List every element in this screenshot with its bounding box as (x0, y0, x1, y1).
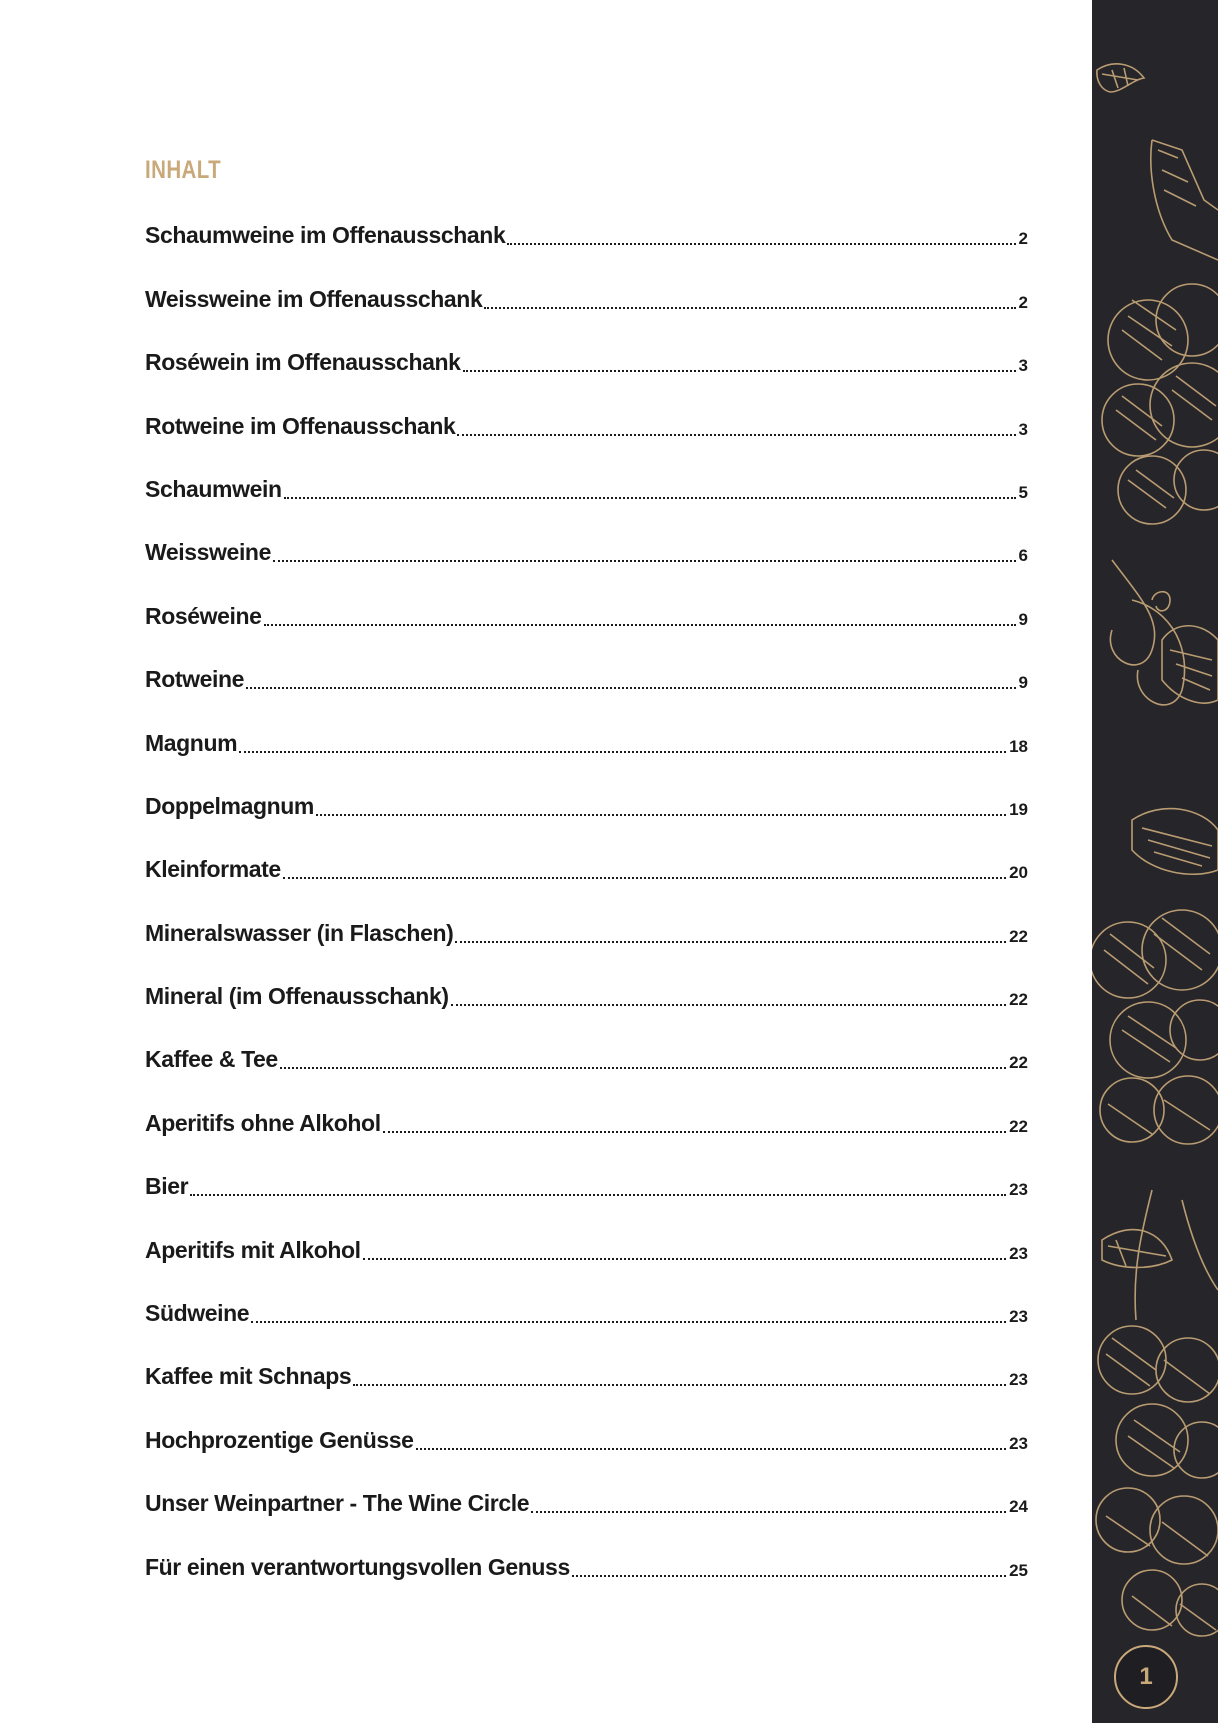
toc-entry-label: Bier (145, 1173, 189, 1200)
toc-entry-page-number: 22 (1009, 990, 1028, 1010)
toc-entry-label: Schaumwein (145, 475, 282, 502)
toc-entry-label: Südweine (145, 1300, 250, 1327)
toc-entry-page-number: 18 (1009, 736, 1028, 756)
toc-entry (145, 967, 1028, 1030)
toc-entry (145, 650, 1028, 713)
toc-entry (145, 586, 1028, 649)
dot-leader (264, 624, 1016, 626)
dot-leader (457, 434, 1015, 436)
toc-entry-page-number: 23 (1009, 1307, 1028, 1327)
toc-entry-page-number: 25 (1009, 1560, 1028, 1580)
toc-entry-label: Kaffee mit Schnaps (145, 1363, 352, 1390)
dot-leader (280, 1067, 1006, 1069)
dot-leader (455, 941, 1006, 943)
toc-entry-page-number: 6 (1018, 546, 1028, 566)
toc-entry (145, 1537, 1028, 1600)
toc-entry (145, 523, 1028, 586)
toc-list (145, 206, 1028, 1601)
toc-entry (145, 777, 1028, 840)
dot-leader (239, 751, 1006, 753)
toc-entry (145, 713, 1028, 776)
dot-leader (353, 1384, 1006, 1386)
toc-entry-page-number: 22 (1009, 1053, 1028, 1073)
toc-entry-label: Kaffee & Tee (145, 1046, 278, 1073)
dot-leader (316, 814, 1006, 816)
dot-leader (572, 1575, 1006, 1577)
toc-entry (145, 1284, 1028, 1347)
toc-entry-label: Weissweine (145, 539, 271, 566)
toc-entry-page-number: 23 (1009, 1180, 1028, 1200)
toc-entry (145, 396, 1028, 459)
dot-leader (251, 1321, 1006, 1323)
toc-entry-label: Rotweine im Offenausschank (145, 412, 456, 439)
toc-entry (145, 206, 1028, 269)
toc-entry-label: Mineral (im Offenausschank) (145, 983, 449, 1010)
dot-leader (284, 497, 1016, 499)
toc-entry-page-number: 23 (1009, 1243, 1028, 1263)
toc-entry-page-number: 23 (1009, 1433, 1028, 1453)
toc-entry-page-number: 20 (1009, 863, 1028, 883)
decorative-side-panel (1092, 0, 1218, 1723)
dot-leader (416, 1448, 1007, 1450)
toc-entry-page-number: 19 (1009, 799, 1028, 819)
toc-entry (145, 1347, 1028, 1410)
dot-leader (246, 687, 1016, 689)
page-number-badge: 1 (1114, 1645, 1178, 1709)
toc-entry (145, 840, 1028, 903)
dot-leader (273, 560, 1016, 562)
dot-leader (451, 1004, 1006, 1006)
toc-entry-label: Kleinformate (145, 856, 281, 883)
toc-entry-page-number: 2 (1018, 229, 1028, 249)
toc-entry (145, 1220, 1028, 1283)
toc-entry-label: Mineralswasser (in Flaschen) (145, 919, 454, 946)
toc-entry-label: Weissweine im Offenausschank (145, 285, 483, 312)
toc-entry (145, 333, 1028, 396)
toc-entry-label: Roséwein im Offenausschank (145, 349, 461, 376)
toc-entry-label: Für einen verantwortungsvollen Genuss (145, 1553, 570, 1580)
toc-entry (145, 1030, 1028, 1093)
toc-entry-label: Magnum (145, 729, 238, 756)
toc-entry-page-number: 22 (1009, 926, 1028, 946)
toc-entry (145, 1157, 1028, 1220)
dot-leader (283, 877, 1006, 879)
toc-entry (145, 269, 1028, 332)
dot-leader (507, 243, 1015, 245)
toc-entry-label: Rotweine (145, 666, 245, 693)
toc-entry-page-number: 22 (1009, 1116, 1028, 1136)
toc-entry-label: Unser Weinpartner - The Wine Circle (145, 1490, 530, 1517)
toc-entry-page-number: 3 (1018, 356, 1028, 376)
dot-leader (383, 1131, 1006, 1133)
grape-vine-illustration (1092, 0, 1218, 1723)
toc-entry-page-number: 5 (1018, 482, 1028, 502)
toc-entry-label: Aperitifs ohne Alkohol (145, 1109, 381, 1136)
toc-entry-label: Aperitifs mit Alkohol (145, 1236, 361, 1263)
toc-entry-page-number: 9 (1018, 609, 1028, 629)
toc-entry-label: Hochprozentige Genüsse (145, 1426, 414, 1453)
toc-entry (145, 460, 1028, 523)
dot-leader (463, 370, 1016, 372)
toc-heading: INHALT (145, 156, 222, 184)
toc-entry-label: Roséweine (145, 602, 262, 629)
toc-entry (145, 1093, 1028, 1156)
toc-entry-page-number: 2 (1018, 292, 1028, 312)
table-of-contents (145, 150, 1028, 1601)
dot-leader (190, 1194, 1006, 1196)
toc-entry-label: Schaumweine im Offenausschank (145, 222, 506, 249)
toc-entry (145, 1474, 1028, 1537)
dot-leader (484, 307, 1015, 309)
toc-entry-page-number: 3 (1018, 419, 1028, 439)
toc-entry (145, 1410, 1028, 1473)
toc-entry-page-number: 23 (1009, 1370, 1028, 1390)
dot-leader (531, 1511, 1006, 1513)
toc-entry-label: Doppelmagnum (145, 792, 314, 819)
toc-entry-page-number: 9 (1018, 673, 1028, 693)
toc-entry-page-number: 24 (1009, 1497, 1028, 1517)
dot-leader (363, 1258, 1006, 1260)
toc-entry (145, 903, 1028, 966)
